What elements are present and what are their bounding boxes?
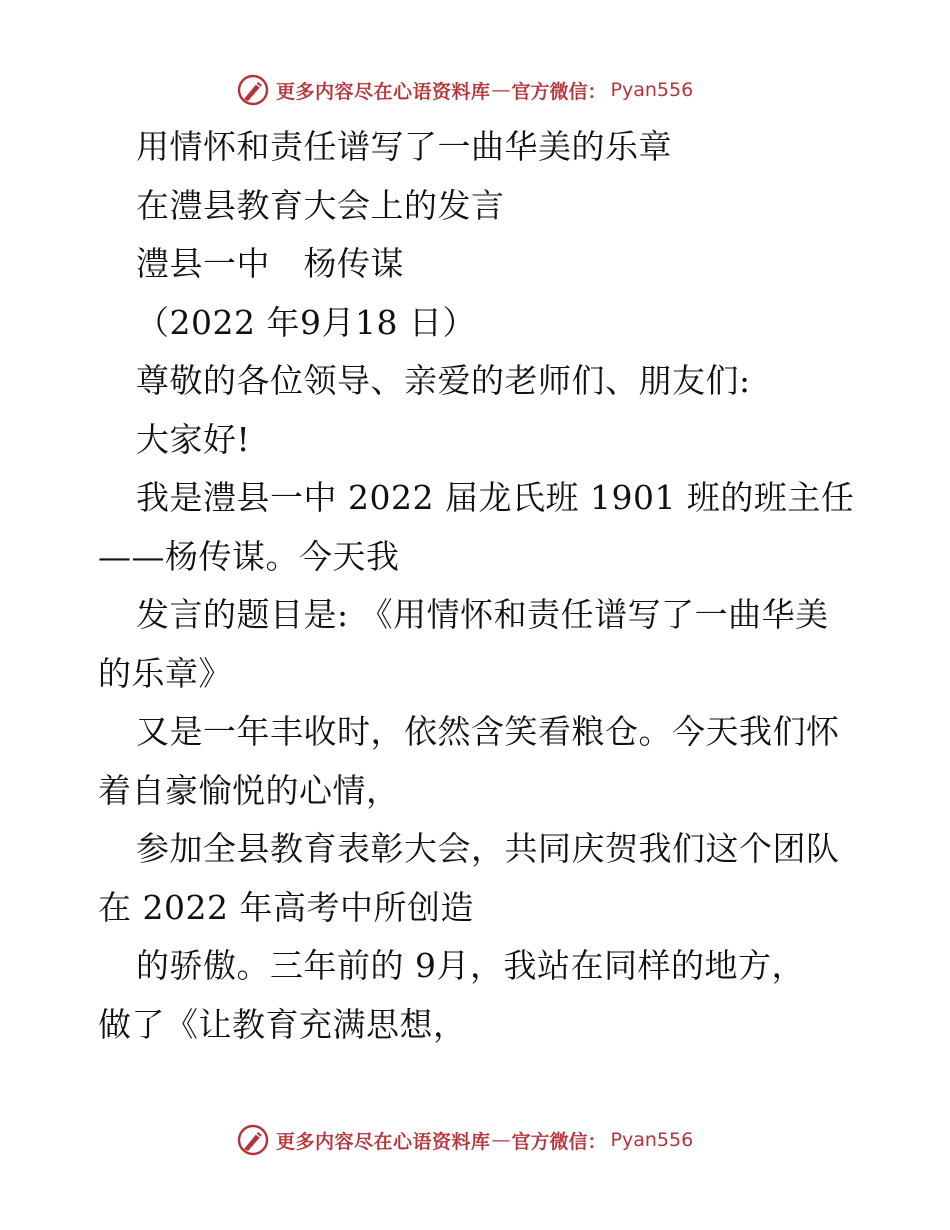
watermark-wechat-id: Pyan556 bbox=[610, 1129, 694, 1151]
watermark-dash: — bbox=[491, 1129, 511, 1151]
watermark-wechat-label: 官方微信： bbox=[511, 80, 607, 103]
doc-salutation: 尊敬的各位领导、亲爱的老师们、朋友们: bbox=[136, 361, 751, 400]
footer-watermark bbox=[236, 1123, 693, 1157]
doc-line: 又是一年丰收时，依然含笑看粮仓。今天我们怀 bbox=[136, 712, 840, 751]
doc-line: 发言的题目是: 《用情怀和责任谱写了一曲华美 bbox=[136, 595, 829, 634]
doc-date: （2022 年9月18 日） bbox=[136, 302, 476, 342]
doc-line: 参加全县教育表彰大会，共同庆贺我们这个团队 bbox=[136, 829, 840, 868]
doc-title: 用情怀和责任谱写了一曲华美的乐章 bbox=[136, 127, 672, 166]
doc-subtitle: 在澧县教育大会上的发言 bbox=[136, 185, 505, 225]
quill-pen-logo-icon bbox=[236, 1123, 270, 1157]
doc-line: 的乐章》 bbox=[98, 653, 232, 693]
doc-line: ——杨传谋。今天我 bbox=[98, 536, 400, 576]
header-watermark bbox=[236, 73, 693, 107]
doc-line: 我是澧县一中 2022 届龙氏班 1901 班的班主任 bbox=[136, 478, 855, 517]
doc-author: 澧县一中 杨传谋 bbox=[136, 244, 404, 283]
watermark-wechat-label: 官方微信： bbox=[511, 1130, 607, 1153]
watermark-dash: — bbox=[491, 79, 511, 101]
document-body bbox=[98, 118, 858, 1054]
watermark-wechat-id: Pyan556 bbox=[610, 79, 694, 101]
quill-pen-logo-icon bbox=[236, 73, 270, 107]
doc-greeting: 大家好! bbox=[136, 419, 251, 459]
watermark-text: 更多内容尽在心语资料库 bbox=[276, 80, 491, 103]
doc-line: 在 2022 年高考中所创造 bbox=[98, 887, 474, 927]
doc-line: 做了《让教育充满思想， bbox=[98, 1004, 467, 1044]
doc-line: 的骄傲。三年前的 9月，我站在同样的地方， bbox=[136, 946, 805, 985]
watermark-text: 更多内容尽在心语资料库 bbox=[276, 1130, 491, 1153]
doc-line: 着自豪愉悦的心情， bbox=[98, 770, 400, 810]
